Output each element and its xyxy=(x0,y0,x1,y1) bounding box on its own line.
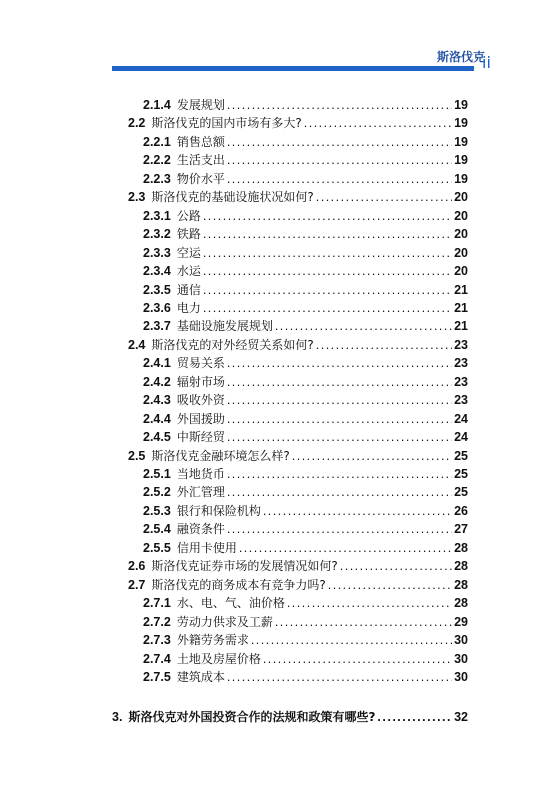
toc-entry[interactable] xyxy=(128,447,468,465)
dot-leader xyxy=(203,262,452,280)
toc-entry-page: 28 xyxy=(454,577,468,592)
toc-entry[interactable] xyxy=(143,594,468,612)
toc-entry[interactable] xyxy=(143,133,468,151)
toc-entry-title: 外汇管理 xyxy=(176,485,225,500)
toc-entry-number: 2.4 xyxy=(128,337,146,352)
toc-entry-number: 2.2.3 xyxy=(143,171,171,186)
toc-entry-page: 20 xyxy=(454,208,468,223)
toc-entry-page: 23 xyxy=(454,374,468,389)
toc-entry[interactable] xyxy=(143,428,468,446)
toc-entry-title: 当地货币 xyxy=(176,467,225,481)
toc-entry-title: 中斯经贸 xyxy=(176,430,225,445)
toc-entry-title: 铁路 xyxy=(176,227,201,242)
dot-leader xyxy=(203,299,452,317)
toc-entry[interactable] xyxy=(128,576,468,594)
toc-entry-title: 基础设施发展规划 xyxy=(176,319,273,334)
toc-entry[interactable] xyxy=(143,631,468,649)
toc-entry-number: 2.4.3 xyxy=(143,393,171,408)
toc-entry-number: 2.4.4 xyxy=(143,411,171,426)
toc-entry-page: 20 xyxy=(454,190,468,205)
dot-leader xyxy=(263,650,452,668)
toc-entry[interactable] xyxy=(143,410,468,428)
toc-entry[interactable] xyxy=(128,336,468,354)
dot-leader xyxy=(227,133,452,151)
toc-entry-number: 2.3.4 xyxy=(143,264,171,279)
dot-leader xyxy=(328,576,452,594)
toc-entry-number: 2.3.2 xyxy=(143,227,171,242)
dot-leader xyxy=(227,96,452,114)
toc-entry-title: 通信 xyxy=(176,282,201,297)
toc-entry-page: 23 xyxy=(454,337,468,352)
toc-entry-title: 斯洛伐克对外国投资合作的法规和政策有哪些? xyxy=(128,710,376,725)
header-rule xyxy=(112,66,474,71)
toc-entry-number: 2.7.2 xyxy=(143,614,171,629)
toc-entry-title: 劳动力供求及工薪 xyxy=(176,614,273,629)
toc-entry-number: 2.1.4 xyxy=(143,98,171,112)
toc-entry-title: 生活支出 xyxy=(176,153,225,168)
dot-leader xyxy=(203,207,452,225)
toc-entry-title: 土地及房屋价格 xyxy=(176,651,261,666)
toc-entry[interactable] xyxy=(143,613,468,631)
running-header-title: 斯洛伐克 xyxy=(436,50,485,64)
toc-entry-title: 信用卡使用 xyxy=(176,540,237,555)
toc-entry-page: 23 xyxy=(454,356,468,371)
toc-entry[interactable] xyxy=(143,299,468,317)
dot-leader xyxy=(275,613,452,631)
dot-leader xyxy=(251,631,452,649)
toc-entry[interactable] xyxy=(143,373,468,391)
toc-entry-number: 2.2 xyxy=(128,116,146,131)
dot-leader xyxy=(227,668,452,686)
toc-entry-number: 2.7.1 xyxy=(143,596,171,611)
toc-entry-number: 2.7 xyxy=(128,577,146,592)
toc-entry-number: 2.5.2 xyxy=(143,485,171,500)
toc-entry-title: 水运 xyxy=(176,264,201,279)
toc-entry-number: 2.3 xyxy=(128,190,146,205)
toc-entry-page: 21 xyxy=(454,282,468,297)
toc-entry-title: 外国援助 xyxy=(176,411,225,426)
toc-entry-page: 26 xyxy=(454,503,468,518)
toc-entry[interactable] xyxy=(143,539,468,557)
toc-entry-number: 2.2.1 xyxy=(143,134,171,149)
dot-leader xyxy=(227,428,452,446)
dot-leader xyxy=(227,483,452,501)
toc-entry[interactable] xyxy=(112,708,468,726)
toc-entry-page: 20 xyxy=(454,227,468,242)
toc-entry-number: 2.3.6 xyxy=(143,300,171,315)
toc-entry-page: 25 xyxy=(454,448,468,463)
toc-entry[interactable] xyxy=(143,650,468,668)
toc-entry[interactable] xyxy=(128,557,468,575)
page-number: ii xyxy=(482,53,491,72)
toc-entry[interactable] xyxy=(143,207,468,225)
toc-entry-title: 水、电、气、油价格 xyxy=(176,596,285,611)
toc-entry-number: 2.7.3 xyxy=(143,633,171,648)
toc-entry[interactable] xyxy=(143,502,468,520)
toc-entry-page: 19 xyxy=(454,171,468,186)
dot-leader xyxy=(227,151,452,169)
dot-leader xyxy=(227,520,452,538)
toc-entry-page: 27 xyxy=(454,522,468,537)
toc-entry-title: 空运 xyxy=(176,245,201,260)
toc-entry-page: 25 xyxy=(454,467,468,481)
toc-entry-title: 斯洛伐克金融环境怎么样? xyxy=(151,448,290,463)
dot-leader xyxy=(227,391,452,409)
toc-entry-title: 外籍劳务需求 xyxy=(176,633,249,648)
toc-entry-page: 20 xyxy=(454,245,468,260)
toc-entry-title: 辐射市场 xyxy=(176,374,225,389)
toc-entry[interactable] xyxy=(143,225,468,243)
toc-entry[interactable] xyxy=(143,244,468,262)
toc-entry-page: 28 xyxy=(454,559,468,574)
toc-entry-number: 2.2.2 xyxy=(143,153,171,168)
toc-entry-title: 斯洛伐克的对外经贸关系如何? xyxy=(151,337,314,352)
toc-entry[interactable] xyxy=(143,170,468,188)
toc-entry[interactable] xyxy=(143,317,468,335)
toc-entry[interactable] xyxy=(143,354,468,372)
toc-entry-title: 建筑成本 xyxy=(176,669,225,684)
toc-entry[interactable] xyxy=(128,188,468,206)
toc-entry-page: 24 xyxy=(454,411,468,426)
toc-entry[interactable] xyxy=(143,391,468,409)
toc-entry-title: 银行和保险机构 xyxy=(176,503,261,518)
dot-leader xyxy=(263,502,452,520)
dot-leader xyxy=(227,410,452,428)
toc-entry-number: 2.5.1 xyxy=(143,467,171,481)
toc-entry-page: 32 xyxy=(454,710,468,725)
toc-entry-title: 电力 xyxy=(176,300,201,315)
dot-leader xyxy=(377,708,452,726)
toc-entry-number: 2.7.5 xyxy=(143,669,171,684)
toc-entry-number: 2.3.7 xyxy=(143,319,171,334)
dot-leader xyxy=(316,188,452,206)
toc-entry-title: 斯洛伐克的基础设施状况如何? xyxy=(151,190,314,205)
toc-entry[interactable] xyxy=(143,465,468,483)
toc-entry-page: 23 xyxy=(454,393,468,408)
toc-entry-page: 30 xyxy=(454,669,468,684)
toc-entry[interactable] xyxy=(143,520,468,538)
toc-entry-page: 30 xyxy=(454,633,468,648)
toc-entry-number: 2.5.5 xyxy=(143,540,171,555)
toc-entry-page: 19 xyxy=(454,153,468,168)
toc-entry-number: 2.4.2 xyxy=(143,374,171,389)
toc-entry-number: 2.4.5 xyxy=(143,430,171,445)
toc-entry-page: 21 xyxy=(454,300,468,315)
toc-entry-number: 2.4.1 xyxy=(143,356,171,371)
toc-entry-page: 28 xyxy=(454,540,468,555)
toc-entry-number: 2.5.4 xyxy=(143,522,171,537)
toc-entry-page: 19 xyxy=(454,98,468,112)
toc-entry-title: 销售总额 xyxy=(176,134,225,149)
toc-entry[interactable] xyxy=(143,262,468,280)
toc-entry-title: 贸易关系 xyxy=(176,356,225,371)
toc-entry-title: 发展规划 xyxy=(176,98,225,112)
toc-entry-title: 斯洛伐克的商务成本有竞争力吗? xyxy=(151,577,326,592)
dot-leader xyxy=(304,114,452,132)
toc-entry-number: 2.3.5 xyxy=(143,282,171,297)
toc-entry[interactable] xyxy=(143,483,468,501)
toc-entry-page: 19 xyxy=(454,134,468,149)
toc-entry-number: 2.6 xyxy=(128,559,146,574)
dot-leader xyxy=(227,170,452,188)
toc-entry[interactable] xyxy=(143,668,468,686)
dot-leader xyxy=(227,354,452,372)
toc-entry[interactable] xyxy=(143,96,468,114)
toc-entry-page: 29 xyxy=(454,614,468,629)
toc-entry[interactable] xyxy=(128,114,468,132)
toc-entry-number: 2.5.3 xyxy=(143,503,171,518)
toc-entry-page: 20 xyxy=(454,264,468,279)
toc-entry-title: 融资条件 xyxy=(176,522,225,537)
toc-entry[interactable] xyxy=(143,281,468,299)
toc-entry-title: 公路 xyxy=(176,208,201,223)
dot-leader xyxy=(203,281,452,299)
dot-leader xyxy=(227,465,452,483)
dot-leader xyxy=(203,244,452,262)
toc-entry-number: 2.3.1 xyxy=(143,208,171,223)
toc-entry-title: 斯洛伐克的国内市场有多大? xyxy=(151,116,302,131)
dot-leader xyxy=(275,317,452,335)
toc-entry-page: 19 xyxy=(454,116,468,131)
toc-entry-number: 2.5 xyxy=(128,448,146,463)
toc-entry-title: 吸收外资 xyxy=(176,393,225,408)
toc-entry-number: 2.7.4 xyxy=(143,651,171,666)
dot-leader xyxy=(292,447,452,465)
dot-leader xyxy=(340,557,452,575)
dot-leader xyxy=(203,225,452,243)
toc-entry-number: 3. xyxy=(112,710,123,725)
toc-entry-page: 24 xyxy=(454,430,468,445)
toc-entry-page: 30 xyxy=(454,651,468,666)
toc-entry-page: 21 xyxy=(454,319,468,334)
toc-entry-title: 斯洛伐克证券市场的发展情况如何? xyxy=(151,559,338,574)
toc-entry-number: 2.3.3 xyxy=(143,245,171,260)
toc-entry-page: 25 xyxy=(454,485,468,500)
dot-leader xyxy=(316,336,452,354)
dot-leader xyxy=(227,373,452,391)
toc-entry-title: 物价水平 xyxy=(176,171,225,186)
dot-leader xyxy=(239,539,452,557)
toc-entry-page: 28 xyxy=(454,596,468,611)
toc-entry[interactable] xyxy=(143,151,468,169)
dot-leader xyxy=(287,594,452,612)
